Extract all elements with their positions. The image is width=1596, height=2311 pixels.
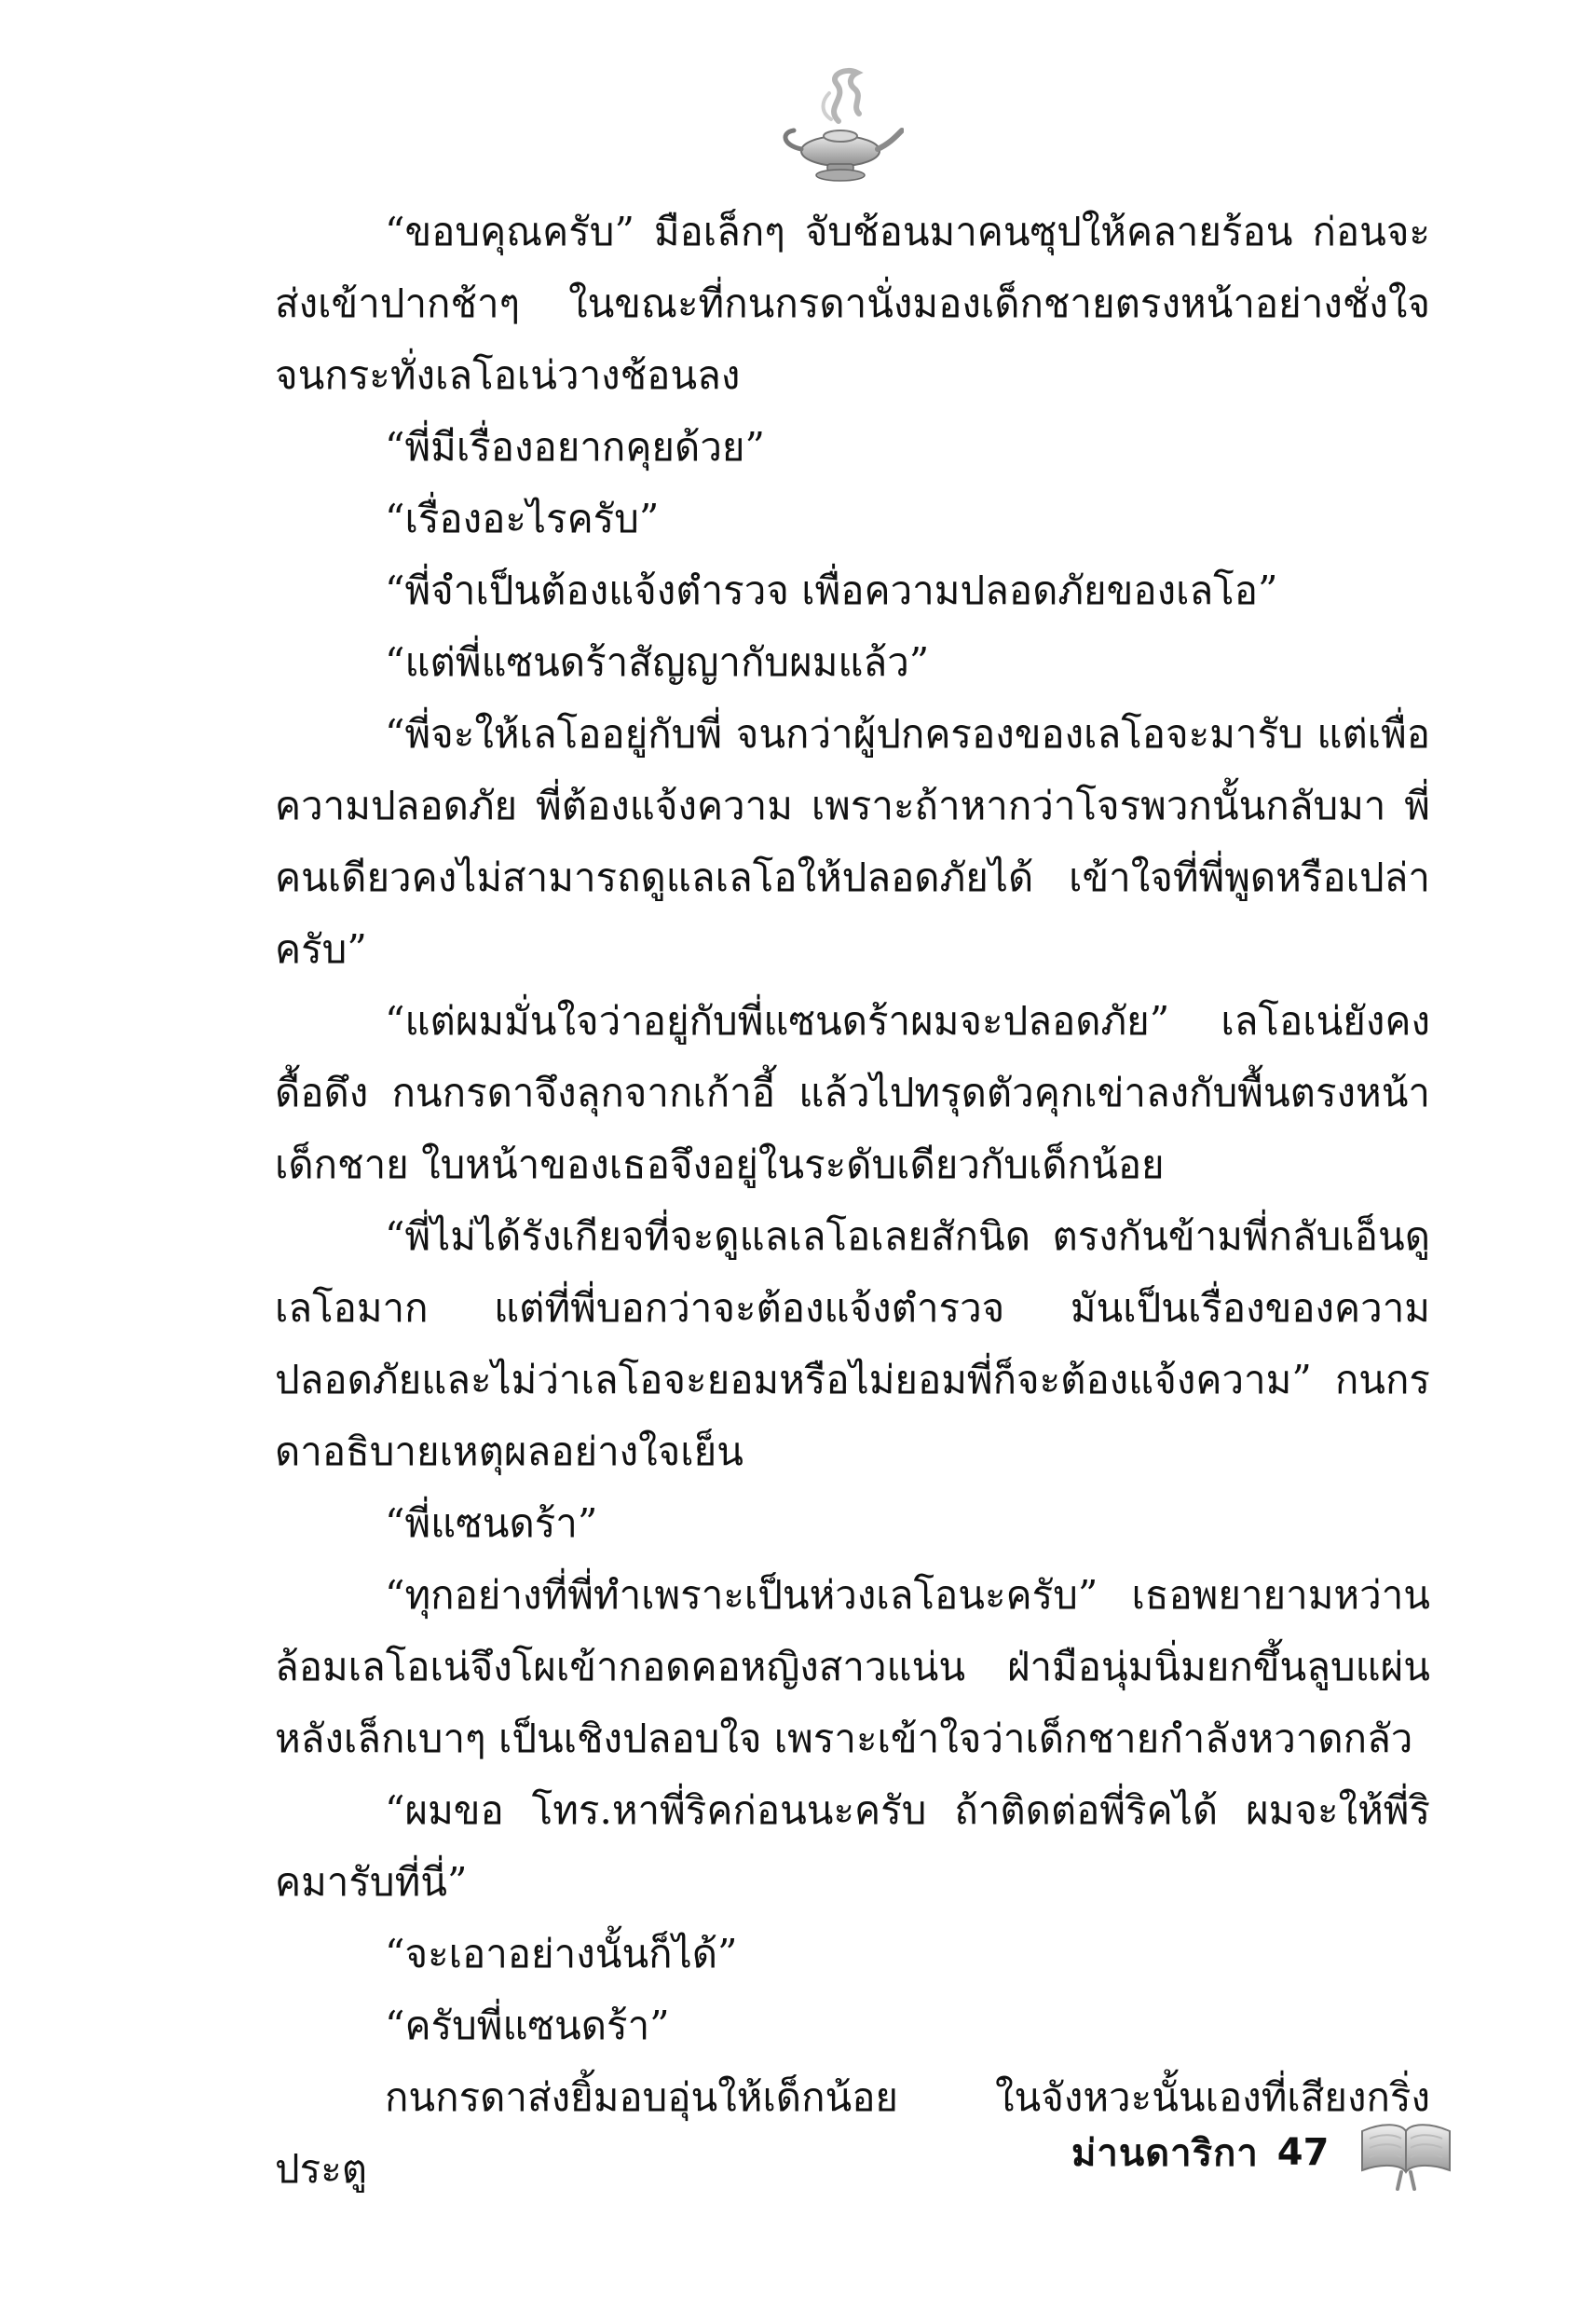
book-ornament-icon	[1355, 2111, 1457, 2195]
story-text	[275, 196, 1430, 2205]
paragraph: “แต่ผมมั่นใจว่าอยู่กับพี่แซนดร้าผมจะปลอดภัย” เลโอเน่ยังคงดื้อดึง กนกรดาจึงลุกจากเก้าอี้ แล้วไปทรุดตัวคุกเข่าลงกับพื้นตรงหน้าเด็กชาย ใบหน้าของเธอจึงอยู่ในระดับเดียวกับเด็กน้อย	[275, 998, 1430, 1187]
paragraph: “ผมขอ โทร.หาพี่ริคก่อนนะครับ ถ้าติดต่อพี่ริคได้ ผมจะให้พี่ริคมารับที่นี่”	[275, 1787, 1430, 1905]
page-number: 47	[1276, 2131, 1330, 2174]
paragraph: “พี่ไม่ได้รังเกียจที่จะดูแลเลโอเลยสักนิด ตรงกันข้ามพี่กลับเอ็นดูเลโอมาก แต่ที่พี่บอกว่าจะต้องแจ้งตำรวจ มันเป็นเรื่องของความปลอดภัยและไม่ว่าเลโอจะยอมหรือไม่ยอมพี่ก็จะต้องแจ้งความ” กนกรดาอธิบายเหตุผลอย่างใจเย็น	[275, 1213, 1430, 1474]
paragraph: “พี่มีเรื่องอยากคุยด้วย”	[385, 424, 765, 470]
paragraph: “ทุกอย่างที่พี่ทำเพราะเป็นห่วงเลโอนะครับ” เธอพยายามหว่านล้อมเลโอเน่จึงโผเข้ากอดคอหญิงสาวแน่น ฝ่ามือนุ่มนิ่มยกขึ้นลูบแผ่นหลังเล็กเบาๆ เป็นเชิงปลอบใจ เพราะเข้าใจว่าเด็กชายกำลังหวาดกลัว	[275, 1572, 1430, 1761]
paragraph: กนกรดาส่งยิ้มอบอุ่นให้เด็กน้อย ในจังหวะนั้นเองที่เสียงกริ่งประตู	[275, 2074, 1430, 2192]
paragraph: “พี่จำเป็นต้องแจ้งตำรวจ เพื่อความปลอดภัยของเลโอ”	[385, 567, 1278, 613]
paragraph: “ขอบคุณครับ” มือเล็กๆ จับช้อนมาคนซุปให้คลายร้อน ก่อนจะส่งเข้าปากช้าๆ ในขณะที่กนกรดานั่งมองเด็กชายตรงหน้าอย่างชั่งใจจนกระทั่งเลโอเน่วางช้อนลง	[275, 209, 1430, 398]
paragraph: “พี่แซนดร้า”	[385, 1500, 598, 1546]
genie-lamp-icon	[773, 65, 904, 186]
paragraph: “พี่จะให้เลโออยู่กับพี่ จนกว่าผู้ปกครองของเลโอจะมารับ แต่เพื่อความปลอดภัย พี่ต้องแจ้งความ เพราะถ้าหากว่าโจรพวกนั้นกลับมา พี่คนเดียวคงไม่สามารถดูแลเลโอให้ปลอดภัยได้ เข้าใจที่พี่พูดหรือเปล่าครับ”	[275, 711, 1430, 972]
page-footer	[1071, 2111, 1457, 2195]
paragraph: “ครับพี่แซนดร้า”	[385, 2003, 670, 2048]
paragraph: “เรื่องอะไรครับ”	[385, 496, 660, 541]
book-title: ม่านดาริกา	[1071, 2132, 1259, 2175]
paragraph: “แต่พี่แซนดร้าสัญญากับผมแล้ว”	[385, 639, 930, 685]
paragraph: “จะเอาอย่างนั้นก็ได้”	[385, 1931, 738, 1976]
